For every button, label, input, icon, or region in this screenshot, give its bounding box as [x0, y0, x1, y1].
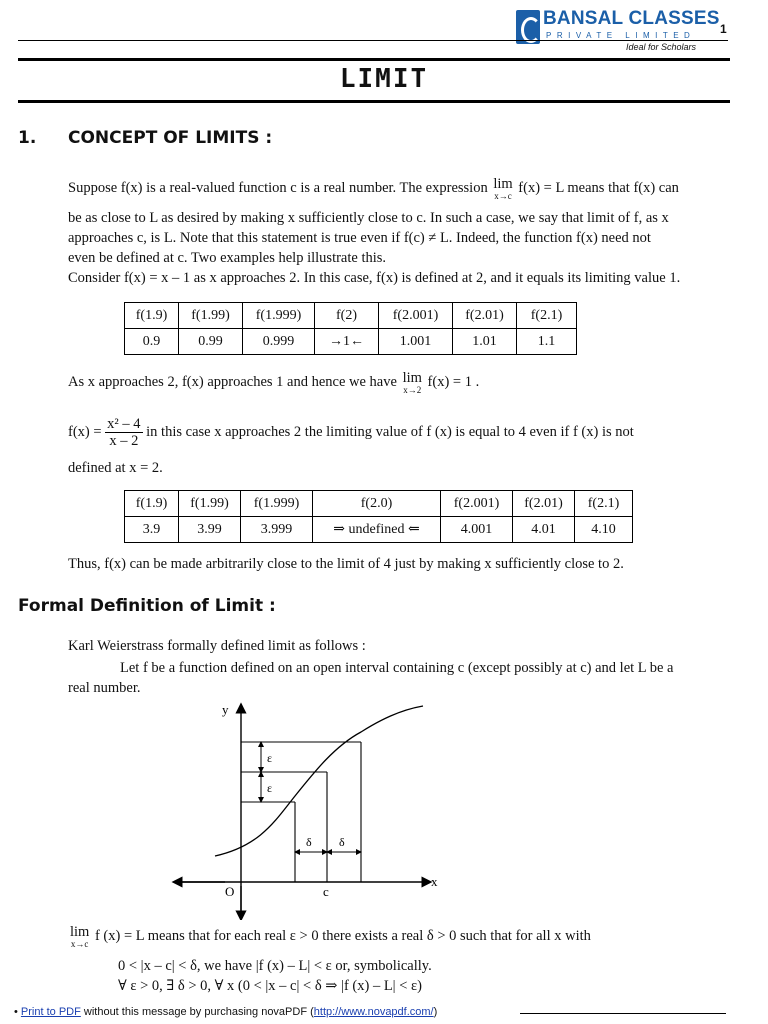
brand-logo [516, 8, 720, 54]
section-number: 1. [18, 128, 37, 148]
values-table-1 [124, 302, 577, 355]
para1-text-a: Suppose f(x) is a real-valued function c is a real number. The expression [68, 180, 488, 196]
section2-para1: Karl Weierstrass formally defined limit as follows : [68, 638, 366, 654]
table-row [125, 303, 577, 329]
table-cell: 1.1 [517, 329, 577, 355]
table-cell: f(1.9) [125, 303, 179, 329]
para3 [68, 416, 730, 449]
limit-notation: lim x→c [493, 176, 513, 201]
table-cell: f(2.01) [453, 303, 517, 329]
table-cell: 0.9 [125, 329, 179, 355]
footer-note [14, 1006, 437, 1018]
table-cell: f(2.1) [575, 491, 633, 517]
limit-definition-graph [165, 696, 455, 920]
para4: Thus, f(x) can be made arbitrarily close to the limit of 4 just by making x sufficiently close to 2. [68, 556, 624, 572]
epsilon-label-lower: ε [267, 781, 273, 795]
brand-name: BANSAL CLASSES [543, 8, 720, 29]
origin-label: O [225, 884, 235, 899]
table-cell: 4.001 [441, 517, 513, 543]
fx-label: f(x) = [68, 423, 102, 440]
values-table-2 [124, 490, 633, 543]
delta-label-right: δ [339, 835, 345, 849]
table-cell: f(2.1) [517, 303, 577, 329]
para1-line4: even be defined at c. Two examples help illustrate this. [68, 250, 387, 266]
section1-paragraph [68, 178, 730, 288]
table-cell: 3.999 [241, 517, 313, 543]
para3-line2: defined at x = 2. [68, 460, 163, 476]
y-axis-label: y [222, 702, 229, 717]
x-axis-label: x [431, 874, 438, 889]
delta-label-left: δ [306, 835, 312, 849]
table-cell: →1← [315, 329, 379, 355]
table-cell: f(1.99) [179, 491, 241, 517]
limit-notation: lim x→c [70, 924, 90, 949]
table-row [125, 517, 633, 543]
page-title: LIMIT [339, 64, 429, 94]
brand-tagline: Ideal for Scholars [626, 42, 697, 52]
definition-line3: ∀ ε > 0, ∃ δ > 0, ∀ x (0 < |x – c| < δ ⇒ |f (x) – L| < ε) [118, 978, 422, 994]
table-cell: 3.99 [179, 517, 241, 543]
table-row [125, 491, 633, 517]
footer-bullet: • [14, 1006, 18, 1018]
logo-mark-icon [516, 10, 540, 44]
function-curve [215, 706, 423, 856]
footer-rule [520, 1013, 726, 1014]
table-cell: 0.999 [243, 329, 315, 355]
definition-line2: 0 < |x – c| < δ, we have |f (x) – L| < ε or, symbolically. [118, 958, 432, 974]
section2-para2 [68, 658, 730, 698]
para1-line2: be as close to L as desired by making x sufficiently close to c. In such a case, we say that limit of f, as x [68, 210, 669, 226]
definition-text: f (x) = L means that for each real ε > 0 there exists a real δ > 0 such that for all x with [94, 928, 591, 944]
fraction-numerator: x² – 4 [107, 416, 141, 432]
footer-end: ) [433, 1006, 438, 1018]
para1-line3: approaches c, is L. Note that this statement is true even if f(c) ≠ L. Indeed, the function f(x) need not [68, 230, 651, 246]
table-cell: f(2.001) [379, 303, 453, 329]
definition-line1 [68, 926, 730, 950]
table-cell: f(1.99) [179, 303, 243, 329]
para3-text: in this case x approaches 2 the limiting value of f (x) is equal to 4 even if f (x) is not [146, 423, 634, 440]
section2-para2-line2: real number. [68, 680, 141, 696]
title-rule-bottom [18, 100, 730, 103]
title-rule-top [18, 58, 730, 61]
header-divider [18, 40, 728, 41]
table-row [125, 329, 577, 355]
para1-line5: Consider f(x) = x – 1 as x approaches 2. In this case, f(x) is defined at 2, and it equals its limiting value 1. [68, 270, 681, 286]
table-cell: f(1.9) [125, 491, 179, 517]
table-cell: 3.9 [125, 517, 179, 543]
fraction [105, 416, 142, 449]
table-cell: 4.01 [513, 517, 575, 543]
para1-text-b: f(x) = L means that f(x) can [518, 180, 679, 196]
page-number: 1 [720, 22, 727, 36]
table-cell: 1.001 [379, 329, 453, 355]
section2-para2-line1: Let f be a function defined on an open interval containing c (except possibly at c) and let L be a [120, 660, 674, 676]
table-cell: f(2.01) [513, 491, 575, 517]
table-cell: f(2.0) [313, 491, 441, 517]
table-cell: 4.10 [575, 517, 633, 543]
table-cell: f(2.001) [441, 491, 513, 517]
table-cell: 0.99 [179, 329, 243, 355]
para2 [68, 372, 730, 396]
limit-notation: lim x→2 [402, 370, 422, 395]
table-cell: f(2) [315, 303, 379, 329]
para2-text-a: As x approaches 2, f(x) approaches 1 and hence we have [68, 374, 397, 390]
fraction-denominator: x – 2 [109, 433, 139, 449]
table-cell: 1.01 [453, 329, 517, 355]
table-cell: ⇒ undefined ⇐ [313, 517, 441, 543]
c-label: c [323, 884, 329, 899]
print-to-pdf-link[interactable]: Print to PDF [20, 1006, 81, 1018]
section-heading: CONCEPT OF LIMITS : [68, 128, 273, 148]
epsilon-label-upper: ε [267, 751, 273, 765]
para2-text-b: f(x) = 1 . [427, 374, 480, 390]
novapdf-link[interactable]: http://www.novapdf.com/ [313, 1006, 434, 1018]
table-cell: f(1.999) [243, 303, 315, 329]
section2-heading: Formal Definition of Limit : [18, 596, 276, 616]
footer-text: without this message by purchasing novaPDF ( [80, 1006, 314, 1018]
table-cell: f(1.999) [241, 491, 313, 517]
brand-subtitle: PRIVATE LIMITED [546, 31, 696, 40]
